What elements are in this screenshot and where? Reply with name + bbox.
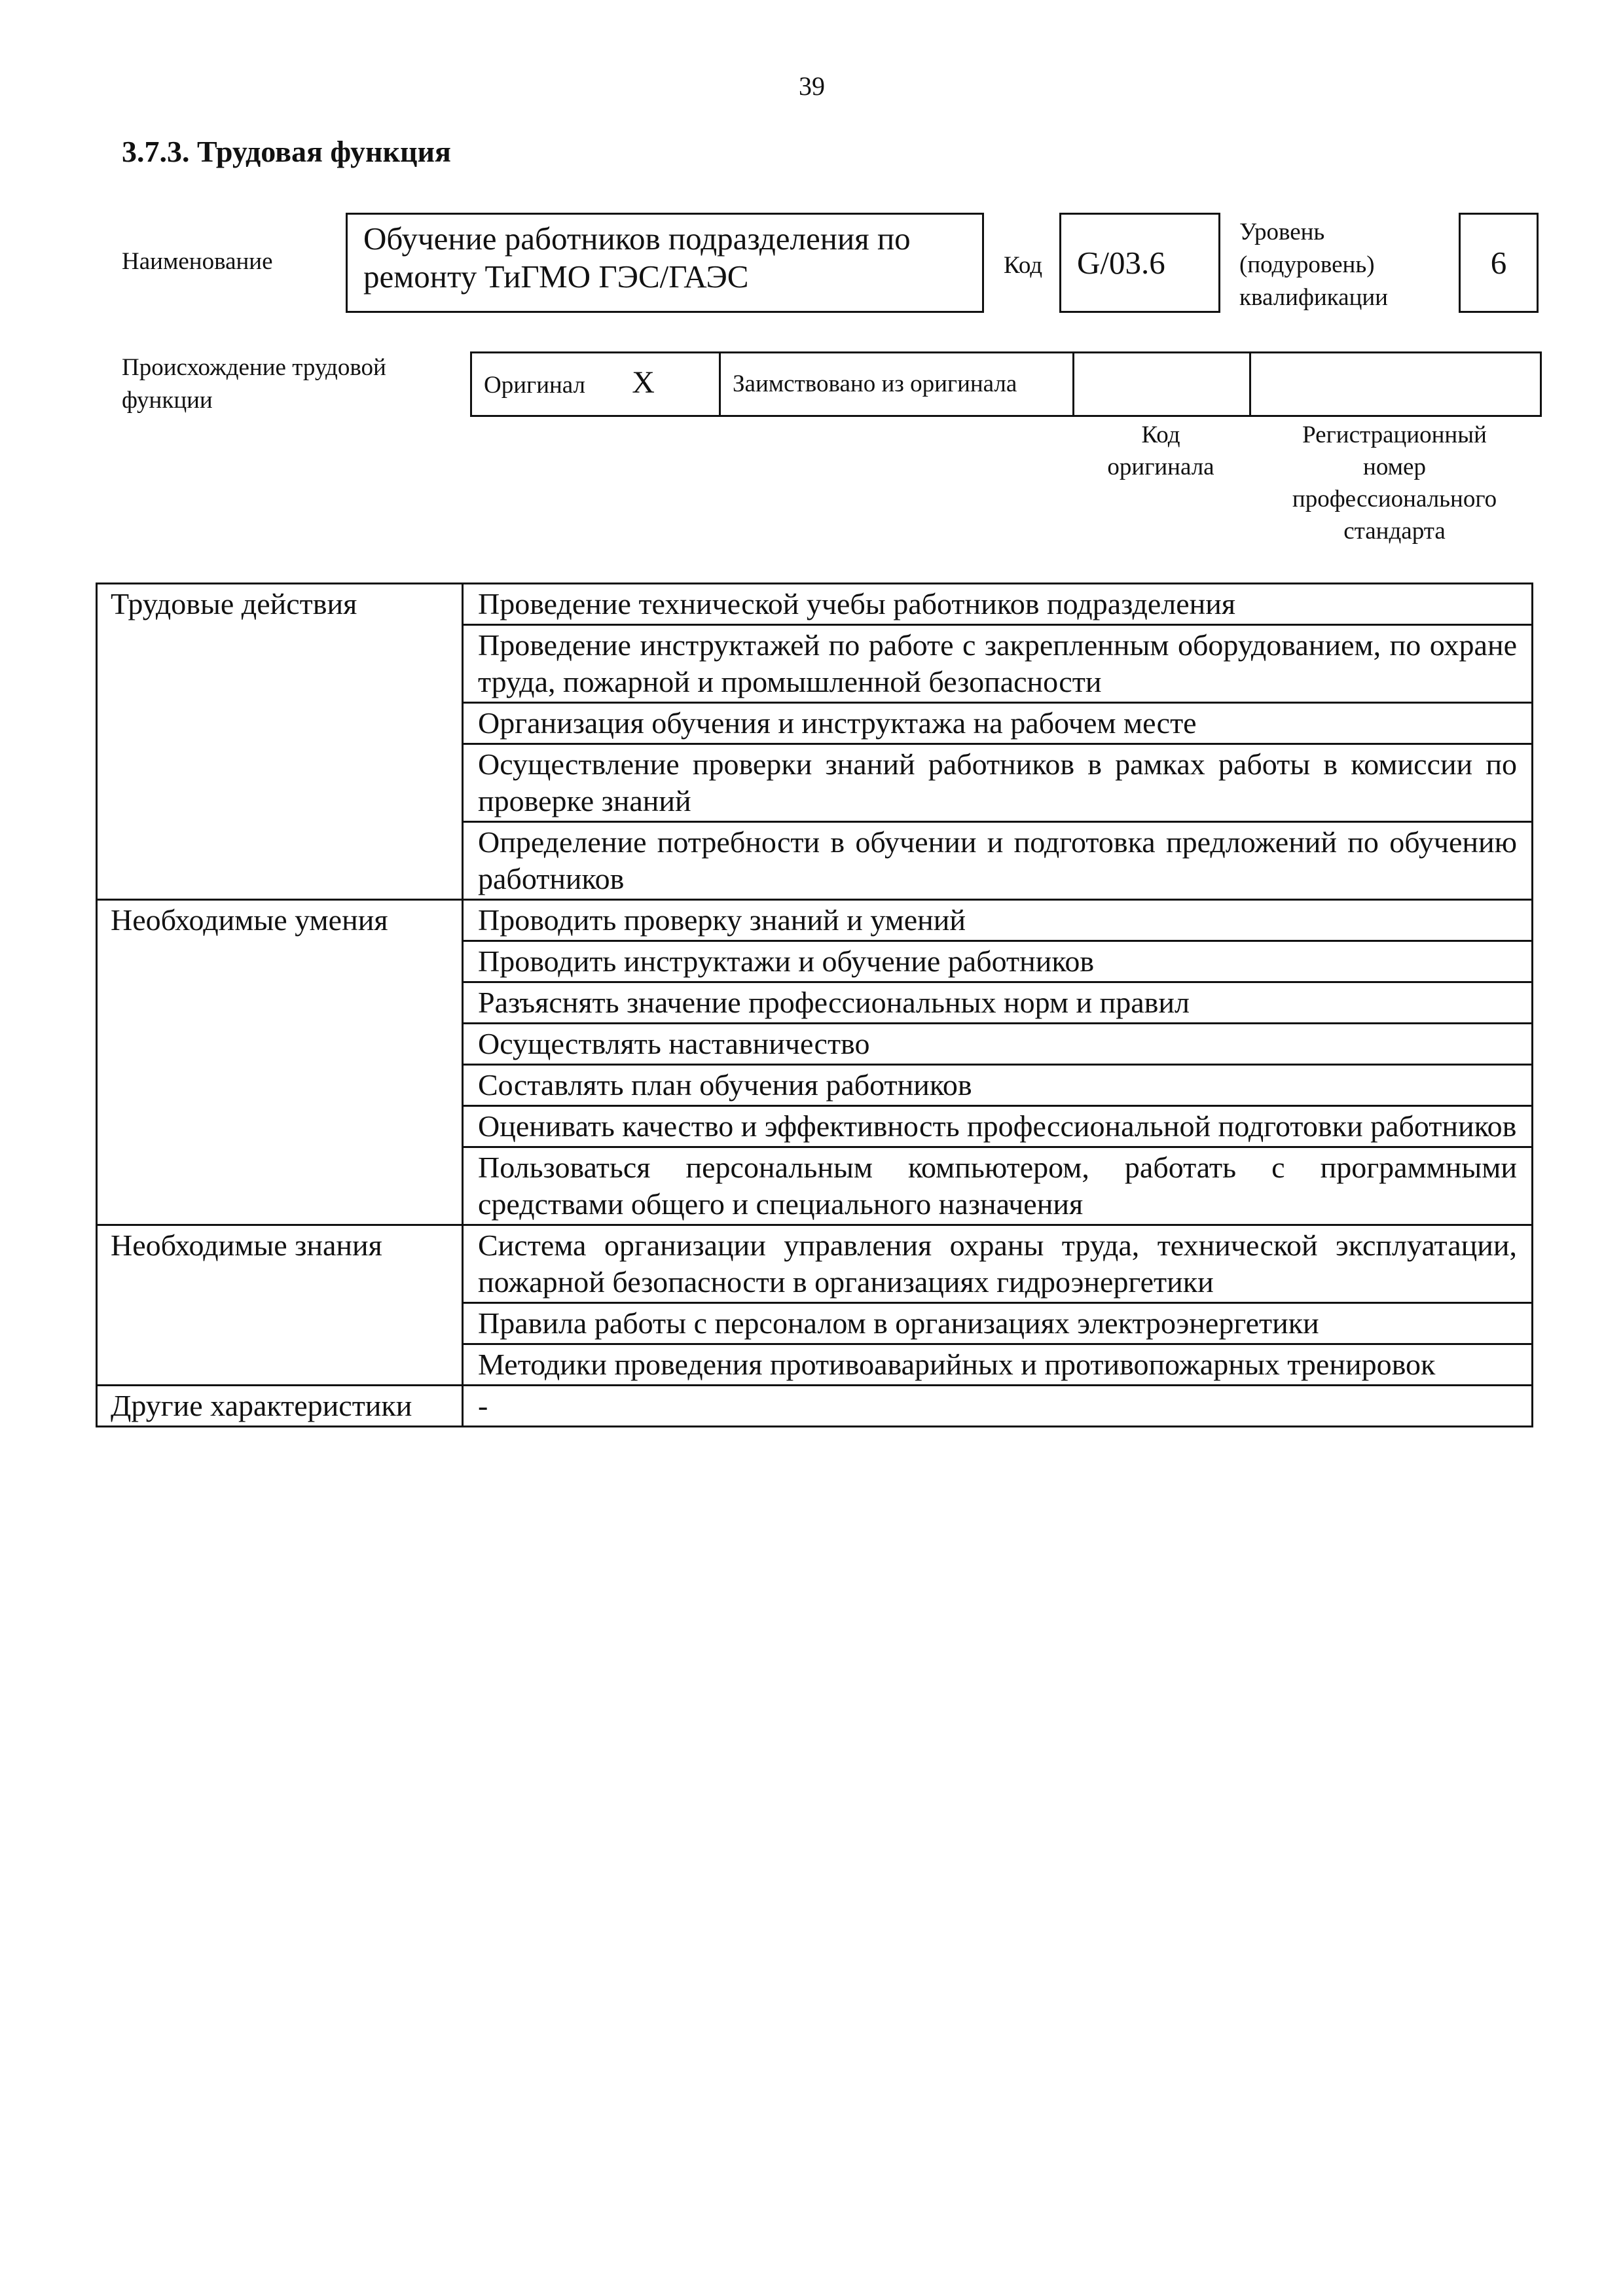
- reg-number-line-2: номер: [1363, 454, 1426, 480]
- section-title: 3.7.3. Трудовая функция: [122, 135, 451, 168]
- knowledge-item: Методики проведения противоаварийных и противопожарных тренировок: [463, 1344, 1533, 1386]
- code-original-caption: [1072, 419, 1249, 483]
- original-cell: [471, 353, 720, 416]
- skill-item: Составлять план обучения работников: [463, 1065, 1533, 1106]
- code-original-line-1: Код: [1141, 422, 1180, 448]
- function-name-box: [346, 213, 984, 313]
- function-details-table: [96, 583, 1533, 1427]
- origin-label-line-2: функции: [122, 387, 213, 414]
- origin-label-line-1: Происхождение трудовой: [122, 354, 386, 381]
- table-row: [97, 900, 1533, 941]
- labor-action-item: Проведение технической учебы работников подразделения: [463, 584, 1533, 625]
- code-box: [1059, 213, 1220, 313]
- labor-action-item: Проведение инструктажей по работе с закрепленным оборудованием, по охране труда, пожарной и промышленной безопасности: [463, 625, 1533, 703]
- code-label: Код: [1004, 252, 1043, 279]
- skill-item: Проводить инструктажи и обучение работников: [463, 941, 1533, 982]
- skill-item: Пользоваться персональным компьютером, работать с программными средствами общего и специального назначения: [463, 1147, 1533, 1225]
- reg-number-line-1: Регистрационный: [1302, 422, 1487, 448]
- knowledge-item: Система организации управления охраны труда, технической эксплуатации, пожарной безопасности в организациях гидроэнергетики: [463, 1225, 1533, 1303]
- level-value: 6: [1490, 245, 1507, 281]
- other-characteristics-label: Другие характеристики: [97, 1386, 463, 1427]
- original-mark: X: [632, 365, 655, 400]
- skills-label: Необходимые умения: [97, 900, 463, 1225]
- reg-number-caption: [1249, 419, 1540, 547]
- skill-item: Разъяснять значение профессиональных норм и правил: [463, 982, 1533, 1024]
- origin-label: [122, 351, 386, 417]
- skill-item: Проводить проверку знаний и умений: [463, 900, 1533, 941]
- knowledge-label: Необходимые знания: [97, 1225, 463, 1386]
- level-label-line-2: (подуровень): [1239, 251, 1375, 278]
- other-characteristics-value: -: [463, 1386, 1533, 1427]
- function-name-value: Обучение работников подразделения по ремонту ТиГМО ГЭС/ГАЭС: [363, 221, 911, 295]
- level-label-line-3: квалификации: [1239, 284, 1388, 311]
- origin-table: [470, 351, 1542, 417]
- reg-number-line-3: профессионального: [1292, 486, 1497, 512]
- original-label: Оригинал: [484, 372, 586, 399]
- code-original-cell: [1074, 353, 1250, 416]
- reg-number-line-4: стандарта: [1343, 518, 1446, 545]
- labor-action-item: Осуществление проверки знаний работников в рамках работы в комиссии по проверке знаний: [463, 744, 1533, 822]
- table-row: [97, 1225, 1533, 1303]
- table-row: [97, 584, 1533, 625]
- level-label: [1239, 216, 1388, 314]
- code-value: G/03.6: [1077, 245, 1165, 281]
- labor-actions-label: Трудовые действия: [97, 584, 463, 900]
- code-original-line-2: оригинала: [1107, 454, 1214, 480]
- page-number: 39: [799, 71, 825, 101]
- borrowed-cell: Заимствовано из оригинала: [720, 353, 1074, 416]
- skill-item: Осуществлять наставничество: [463, 1024, 1533, 1065]
- level-box: [1459, 213, 1539, 313]
- name-label: Наименование: [122, 248, 273, 275]
- table-row: [97, 1386, 1533, 1427]
- skill-item: Оценивать качество и эффективность профессиональной подготовки работников: [463, 1106, 1533, 1147]
- knowledge-item: Правила работы с персоналом в организациях электроэнергетики: [463, 1303, 1533, 1344]
- labor-action-item: Организация обучения и инструктажа на рабочем месте: [463, 703, 1533, 744]
- level-label-line-1: Уровень: [1239, 219, 1325, 245]
- reg-number-cell: [1250, 353, 1541, 416]
- labor-action-item: Определение потребности в обучении и подготовка предложений по обучению работников: [463, 822, 1533, 900]
